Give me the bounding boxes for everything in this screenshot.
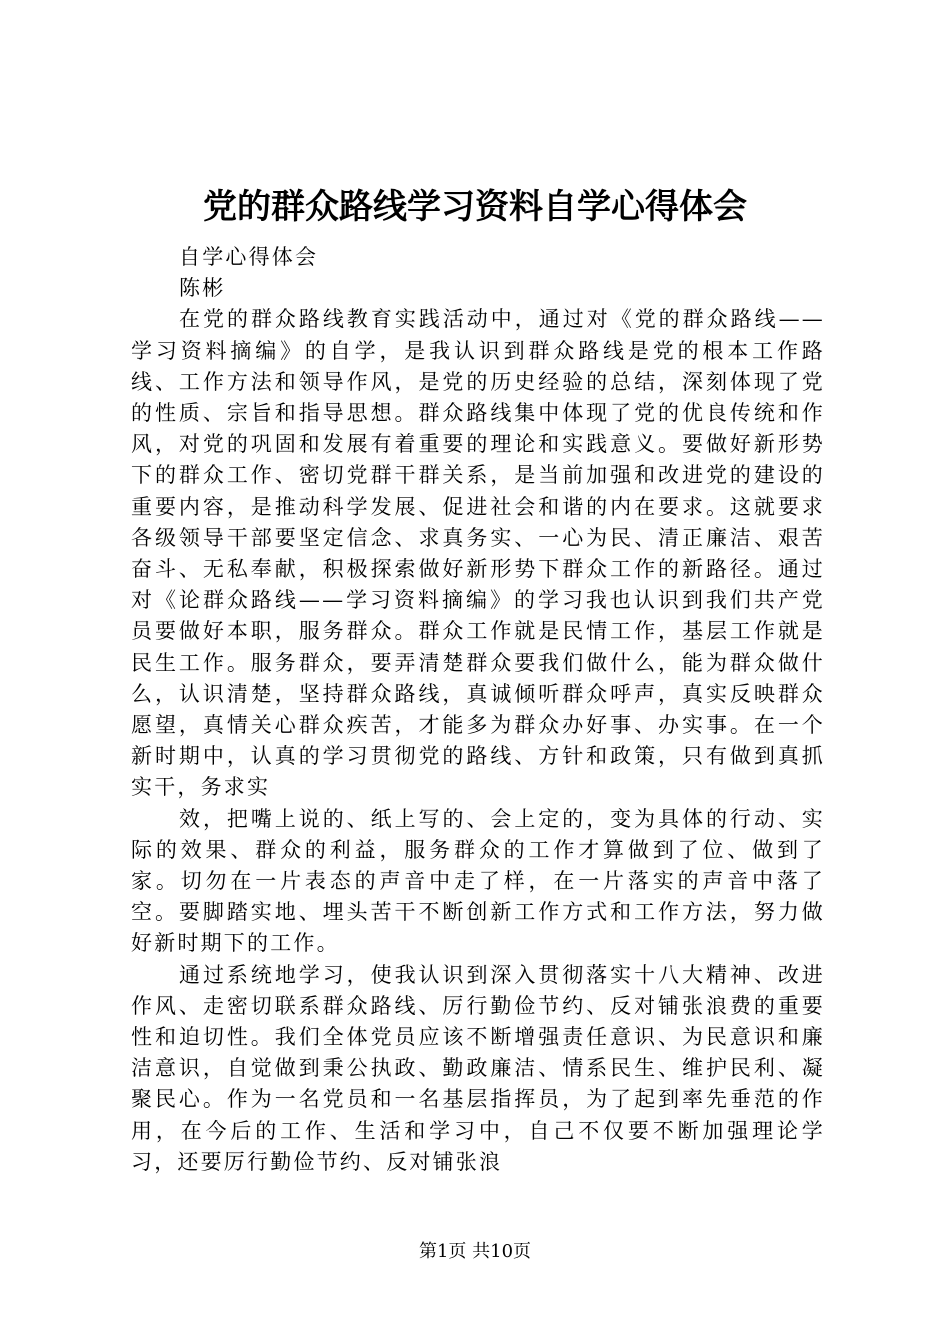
paragraph-2: 效，把嘴上说的、纸上写的、会上定的，变为具体的行动、实际的效果、群众的利益，服务群众的工作才算做到了位、做到了家。切勿在一片表态的声音中走了样，在一片落实的声音中落了空。要脚踏实地、埋头苦干不断创新工作方式和工作方法，努力做好新时期下的工作。 — [131, 806, 825, 956]
page-title: 党的群众路线学习资料自学心得体会 — [203, 187, 747, 227]
document-body — [131, 242, 825, 1178]
paragraph-1: 在党的群众路线教育实践活动中，通过对《党的群众路线——学习资料摘编》的自学，是我认识到群众路线是党的根本工作路线、工作方法和领导作风，是党的历史经验的总结，深刻体现了党的性质、宗旨和指导思想。群众路线集中体现了党的优良传统和作风，对党的巩固和发展有着重要的理论和实践意义。要做好新形势下的群众工作、密切党群干群关系，是当前加强和改进党的建设的重要内容，是推动科学发展、促进社会和谐的内在要求。这就要求各级领导干部要坚定信念、求真务实、一心为民、清正廉洁、艰苦奋斗、无私奉献，积极探索做好新形势下群众工作的新路径。通过对《论群众路线——学习资料摘编》的学习我也认识到我们共产党员要做好本职，服务群众。群众工作就是民情工作，基层工作就是民生工作。服务群众，要弄清楚群众要我们做什么，能为群众做什么，认识清楚，坚持群众路线，真诚倾听群众呼声，真实反映群众愿望，真情关心群众疾苦，才能多为群众办好事、办实事。在一个新时期中，认真的学习贯彻党的路线、方针和政策，只有做到真抓实干，务求实 — [131, 307, 825, 800]
document-author: 陈彬 — [179, 276, 226, 301]
page-footer: 第1页 共10页 — [418, 1241, 532, 1262]
paragraph-3: 通过系统地学习，使我认识到深入贯彻落实十八大精神、改进作风、走密切联系群众路线、厉行勤俭节约、反对铺张浪费的重要性和迫切性。我们全体党员应该不断增强责任意识、为民意识和廉洁意识，自觉做到秉公执政、勤政廉洁、情系民生、维护民利、凝聚民心。作为一名党员和一名基层指挥员，为了起到率先垂范的作用，在今后的工作、生活和学习中，自己不仅要不断加强理论学习，还要厉行勤俭节约、反对铺张浪 — [131, 962, 825, 1174]
document-subtitle: 自学心得体会 — [179, 245, 319, 269]
